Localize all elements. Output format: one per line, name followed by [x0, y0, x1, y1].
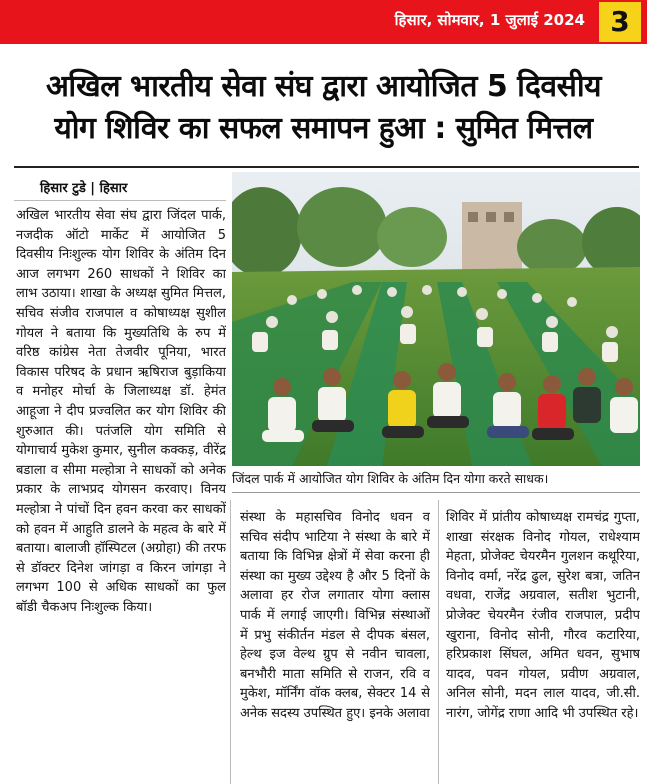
headline-rule: [14, 166, 639, 168]
dateline: हिसार, सोमवार, 1 जुलाई 2024: [394, 11, 585, 29]
byline-rule: [14, 200, 226, 201]
column-divider-2: [438, 500, 439, 784]
page-number: 3: [599, 2, 641, 42]
photo-illustration: [232, 172, 640, 466]
masthead-bar: [0, 0, 647, 44]
article-column-1: अखिल भारतीय सेवा संघ द्वारा जिंदल पार्क, नजदीक ऑटो मार्केट में आयोजित 5 दिवसीय निःशुल्क योग शिविर के अंतिम दिन आज लगभग 260 साधकों ने शिविर का लाभ उठाया। शाखा के अध्यक्ष सुमित मित्तल, सचिव संजीव राजपाल व कोषाध्यक्ष सुशील गोयल ने बताया कि मुख्यतिथि के रुप में वरिष्ठ कांग्रेस नेता तेजवीर पूनिया, भारत विकास परिषद के प्रधान ऋषिराज बुड़ाकिया व मनोहर मोर्चा के जिलाध्यक्ष डॉ. हेमंत आहूजा ने दीप प्रज्वलित कर योग शिविर की शुरुआत की। पतंजलि योग समिति से योगाचार्य मुकेश कुमार, सुनील कक्कड़, वीरेंद्र बडाला व सीमा मल्होत्रा ने साधकों को अनेक प्रकार के लाभप्रद योगसन करवाए। विनय मल्होत्रा ने पांचों दिन हवन करवा कर साधकों को हवन में आहुति डालने के महत्व के बारे में बताया। बालाजी हॉस्पिटल (अग्रोहा) की तरफ से डॉक्टर दिनेश जांगड़ा व किरन जांगड़ा ने लगभग 100 से अधिक साधकों का फुल बॉडी चैकअप निःशुल्क किया।: [16, 208, 226, 615]
yoga-camp-photo: [232, 172, 640, 466]
article-column-2: संस्था के महासचिव विनोद धवन व सचिव संदीप भाटिया ने संस्था के बारे में बताया कि विभिन्न क्षेत्रों में सेवा करना ही संस्था का मुख्य उद्देश्य है और 5 दिनों के अलावा हर रोज लगातार योगा क्लास पार्क में लगाई जाएगी। विभिन्न संस्थाओं में प्रभु संकीर्तन मंडल से दीपक बंसल, हेल्थ इज वेल्थ ग्रुप से नवीन चावला, बनभौरी माता समिति से राजन, रवि व मुकेश, मॉर्निंग वॉक क्लब, सेक्टर 14 से अनेक सदस्य उपस्थित हुए। इनके अलावा: [240, 510, 430, 721]
article-column-3: शिविर में प्रांतीय कोषाध्यक्ष रामचंद्र गुप्ता, शाखा संरक्षक विनोद गोयल, राधेश्याम मेहता, प्रोजेक्ट चेयरमैन गुलशन कथूरिया, विनोद वर्मा, नरेंद्र ढुल, सुरेश बत्रा, जतिन वधवा, राजेंद्र अग्रवाल, सतीश भुटानी, प्रोजेक्ट चेयरमैन रंजीव राजपाल, प्रदीप खुराना, विनोद सोनी, गौरव कटारिया, हरिप्रकाश सिंघल, अमित धवन, सुभाष यादव, पवन गोयल, प्रवीण अग्रवाल, अनिल सोनी, मदन लाल यादव, जी.सी. नारंग, जोगेंद्र राणा आदि भी उपस्थित रहे।: [446, 510, 640, 721]
headline-line-2: योग शिविर का सफल समापन हुआ : सुमित मित्तल: [54, 111, 593, 146]
caption-rule: [232, 492, 640, 493]
headline-line-1: अखिल भारतीय सेवा संघ द्वारा आयोजित 5 दिवसीय: [45, 69, 602, 104]
byline: हिसार टुडे | हिसार: [40, 181, 128, 196]
column-divider-1: [230, 500, 231, 784]
headline: [0, 66, 647, 150]
photo-caption: जिंदल पार्क में आयोजित योग शिविर के अंतिम दिन योगा करते साधक।: [232, 471, 549, 486]
